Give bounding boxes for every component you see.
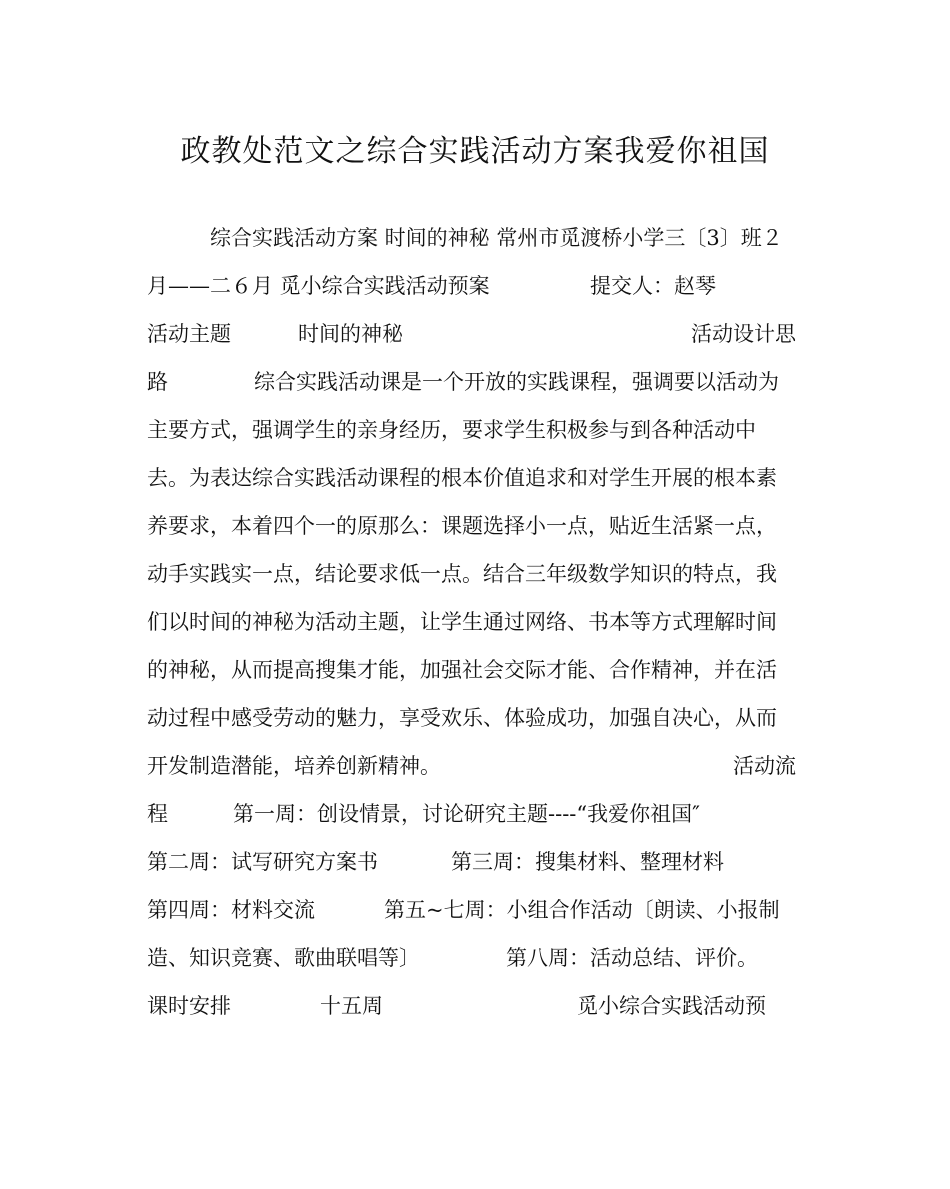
text-line bbox=[147, 790, 799, 838]
text-line bbox=[147, 742, 799, 790]
text-line bbox=[147, 454, 799, 502]
text-line bbox=[147, 838, 799, 886]
text-segment: 综合实践活动课是一个开放的实践课程，强调要以活动为 bbox=[254, 370, 779, 394]
text-line bbox=[147, 358, 799, 406]
text-segment: 第四周：材料交流 bbox=[147, 898, 315, 922]
text-segment: 第三周：搜集材料、整理材料 bbox=[451, 850, 724, 874]
text-line bbox=[147, 982, 799, 1030]
text-segment: 动过程中感受劳动的魅力，享受欢乐、体验成功，加强自决心，从而 bbox=[147, 706, 777, 730]
text-line bbox=[147, 310, 799, 358]
text-segment: 们以时间的神秘为活动主题，让学生通过网络、书本等方式理解时间 bbox=[147, 610, 777, 634]
text-line bbox=[147, 406, 799, 454]
text-segment: 活动流 bbox=[733, 754, 796, 778]
text-segment: 第一周：创设情景，讨论研究主题----“我爱你祖国″ bbox=[233, 802, 700, 826]
text-line bbox=[147, 934, 799, 982]
text-segment: 去。为表达综合实践活动课程的根本价值追求和对学生开展的根本素 bbox=[147, 466, 777, 490]
text-segment: 十五周 bbox=[320, 994, 383, 1018]
text-segment: 主要方式，强调学生的亲身经历，要求学生积极参与到各种活动中 bbox=[147, 418, 756, 442]
text-line bbox=[147, 262, 799, 310]
text-segment: 第二周：试写研究方案书 bbox=[147, 850, 378, 874]
text-segment: 提交人：赵琴 bbox=[590, 274, 716, 298]
document-title: 政教处范文之综合实践活动方案我爱你祖国 bbox=[180, 134, 770, 169]
text-segment: 第五~七周：小组合作活动〔朗读、小报制 bbox=[384, 898, 780, 922]
text-line bbox=[147, 598, 799, 646]
text-segment: 的神秘，从而提高搜集才能，加强社会交际才能、合作精神，并在活 bbox=[147, 658, 777, 682]
text-segment: 程 bbox=[147, 802, 168, 826]
text-segment: 养要求，本着四个一的原那么：课题选择小一点，贴近生活紧一点， bbox=[147, 514, 777, 538]
text-segment: 开发制造潜能，培养创新精神。 bbox=[147, 754, 441, 778]
text-segment: 课时安排 bbox=[147, 994, 231, 1018]
text-line bbox=[147, 502, 799, 550]
text-line bbox=[147, 694, 799, 742]
text-line bbox=[147, 886, 799, 934]
text-segment: 时间的神秘 bbox=[298, 322, 403, 346]
text-segment: 月——二６月 觅小综合实践活动预案 bbox=[147, 274, 490, 298]
text-segment: 觅小综合实践活动预 bbox=[577, 994, 766, 1018]
text-segment: 活动设计思 bbox=[691, 322, 796, 346]
text-segment: 第八周：活动总结、评价。 bbox=[506, 946, 758, 970]
text-line bbox=[147, 550, 799, 598]
text-line bbox=[147, 214, 799, 262]
text-segment: 综合实践活动方案 时间的神秘 常州市觅渡桥小学三〔3〕班２ bbox=[210, 226, 783, 250]
text-segment: 造、知识竞赛、歌曲联唱等〕 bbox=[147, 946, 420, 970]
text-segment: 路 bbox=[147, 370, 168, 394]
text-segment: 动手实践实一点，结论要求低一点。结合三年级数学知识的特点，我 bbox=[147, 562, 777, 586]
text-segment: 活动主题 bbox=[147, 322, 231, 346]
text-line bbox=[147, 646, 799, 694]
